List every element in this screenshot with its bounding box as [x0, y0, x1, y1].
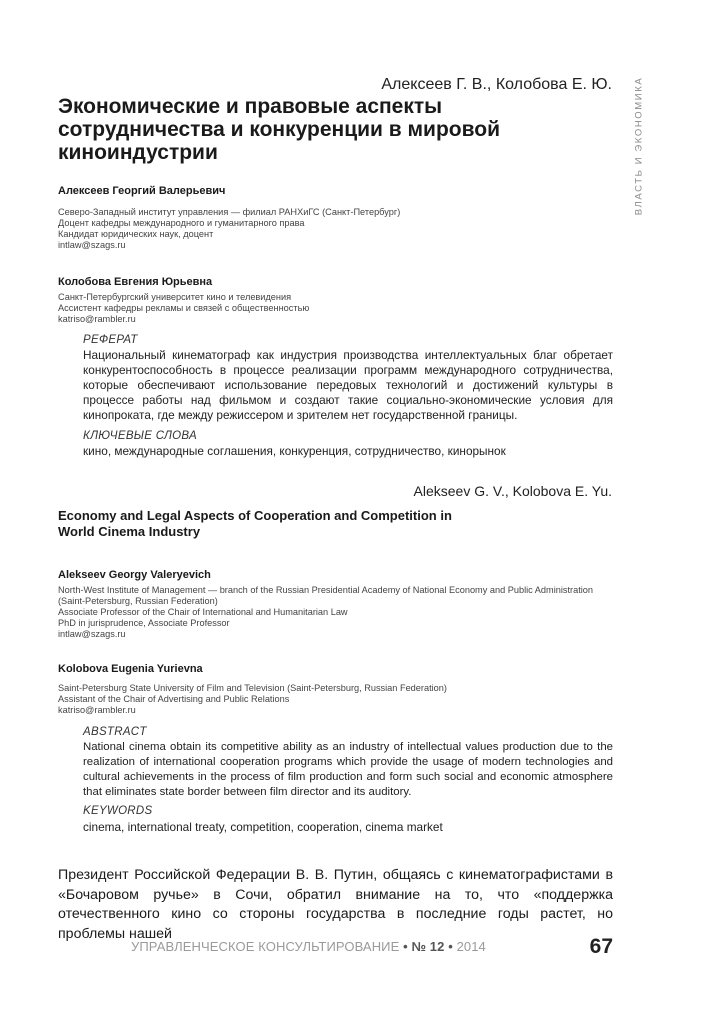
author-details-en-1: [58, 585, 614, 640]
author-affiliation: Санкт-Петербургский университет кино и телевидения: [58, 292, 292, 302]
abstract-label-en: ABSTRACT: [83, 726, 147, 738]
author-affiliation: Saint-Petersburg State University of Film and Television (Saint-Petersburg, Russian Federation): [58, 683, 447, 693]
section-rubric-text: ВЛАСТЬ И ЭКОНОМИКА: [633, 76, 645, 216]
issue-year: 2014: [456, 939, 486, 954]
author-name-en-2: Kolobova Eugenia Yurievna: [58, 663, 203, 675]
author-email[interactable]: intlaw@szags.ru: [58, 240, 126, 250]
separator-dot: •: [403, 939, 408, 954]
page-number: 67: [589, 935, 613, 958]
keywords-label-ru: КЛЮЧЕВЫЕ СЛОВА: [83, 430, 197, 442]
author-affiliation: North-West Institute of Management — branch of the Russian Presidential Academy of National Economy and Public Administration (Saint-Petersburg, Russian Federation): [58, 585, 594, 606]
author-details-ru-2: [58, 292, 618, 325]
article-title-en: Economy and Legal Aspects of Cooperation and Competition in World Cinema Industry: [58, 508, 452, 539]
abstract-ru: Национальный кинематограф как индустрия производства интеллектуальных благ обретает конкурентоспособность в процессе реализации программ международного сотрудничества, которые обеспечивают использование передовых технологий и достижений культуры в процессе работы над фильмом и создают такие социально-экономические условия для кинопроката, где между режиссером и зрителем нет государственной границы.: [83, 348, 613, 422]
author-position: Assistant of the Chair of Advertising and Public Relations: [58, 694, 290, 704]
keywords-label-en: KEYWORDS: [83, 805, 153, 817]
authors-short-ru: Алексеев Г. В., Колобова Е. Ю.: [381, 76, 612, 93]
journal-line: [131, 939, 486, 954]
author-name-en-1: Alekseev Georgy Valeryevich: [58, 569, 211, 581]
keywords-ru: кино, международные соглашения, конкуренция, сотрудничество, кинорынок: [83, 444, 506, 458]
author-name-ru-2: Колобова Евгения Юрьевна: [58, 276, 213, 288]
body-paragraph: Президент Российской Федерации В. В. Путин, общаясь с кинематографистами в «Бочаровом ручье» в Сочи, обратил внимание на то, что «поддержка отечественного кино со стороны государства в последние годы растет, но проблемы нашей: [58, 867, 613, 942]
author-position: Ассистент кафедры рекламы и связей с общественностью: [58, 303, 310, 313]
author-degree: Кандидат юридических наук, доцент: [58, 229, 214, 239]
separator-dot: •: [448, 939, 453, 954]
keywords-en: cinema, international treaty, competition, cooperation, cinema market: [83, 820, 443, 834]
author-email[interactable]: intlaw@szags.ru: [58, 629, 126, 639]
author-position: Associate Professor of the Chair of International and Humanitarian Law: [58, 607, 348, 617]
author-name-ru-1: Алексеев Георгий Валерьевич: [58, 185, 226, 197]
journal-name: УПРАВЛЕНЧЕСКОЕ КОНСУЛЬТИРОВАНИЕ: [131, 939, 400, 954]
issue-number: № 12: [411, 939, 445, 954]
author-position: Доцент кафедры международного и гуманитарного права: [58, 218, 305, 228]
author-details-ru-1: [58, 207, 618, 251]
author-details-en-2: [58, 683, 618, 716]
article-title-ru: Экономические и правовые аспекты сотрудничества и конкуренции в мировой киноиндустрии: [58, 95, 500, 164]
abstract-label-ru: РЕФЕРАТ: [83, 334, 138, 346]
author-affiliation: Северо-Западный институт управления — филиал РАНХиГС (Санкт-Петербург): [58, 207, 401, 217]
authors-short-en: Alekseev G. V., Kolobova E. Yu.: [413, 483, 612, 499]
page-footer: [131, 935, 613, 959]
section-rubric: [626, 76, 652, 216]
abstract-en: National cinema obtain its competitive ability as an industry of intellectual values production due to the realization of international cooperation programs which provide the usage of modern technologies and cultural achievements in the process of film production and form such social and economic atmosphere that eliminates state border between film director and its auditory.: [83, 741, 613, 798]
author-degree: PhD in jurisprudence, Associate Professor: [58, 618, 230, 628]
author-email[interactable]: katriso@rambler.ru: [58, 705, 136, 715]
author-email[interactable]: katriso@rambler.ru: [58, 314, 136, 324]
